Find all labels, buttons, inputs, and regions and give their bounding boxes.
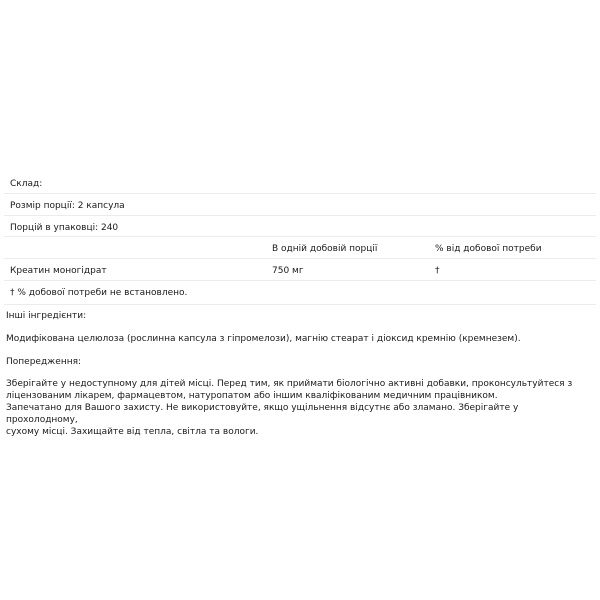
facts-header-row — [4, 237, 596, 259]
warning-line: ліцензованим лікарем, фармацевтом, натуропатом або іншим кваліфікованим медичним працівником. — [6, 391, 498, 401]
warnings-heading: Попередження: — [6, 357, 82, 367]
column-header-per-serving: В одній добовій порції — [272, 244, 378, 254]
composition-label: Склад: — [10, 179, 43, 189]
ingredient-amount: 750 мг — [272, 266, 304, 276]
other-ingredients-text: Модифікована целюлоза (рослинна капсула з гіпромелози), магнію стеарат і діоксид кремнію (кремнезем). — [6, 334, 521, 344]
supplement-facts-table — [4, 172, 596, 305]
facts-row-serving-size — [4, 194, 596, 216]
warning-line: Зберігайте у недоступному для дітей місці. Перед тим, як приймати біологічно активні добавки, проконсультуйтеся з — [6, 379, 573, 389]
other-ingredients-heading: Інші інгредієнти: — [6, 311, 87, 321]
product-notes — [6, 310, 590, 438]
serving-size: Розмір порції: 2 капсула — [10, 201, 125, 211]
facts-row-servings-per-container — [4, 216, 596, 237]
facts-footnote-row — [4, 281, 596, 305]
column-header-daily-value: % від добової потреби — [435, 244, 542, 254]
facts-ingredient-row — [4, 259, 596, 281]
warning-line: Запечатано для Вашого захисту. Не використовуйте, якщо ущільнення відсутнє або зламано. Зберігайте у прохолодному, — [6, 403, 519, 425]
warning-line: сухому місці. Захищайте від тепла, світла та вологи. — [6, 427, 259, 437]
servings-per-container: Порцій в упаковці: 240 — [10, 223, 119, 233]
ingredient-daily-value: † — [435, 266, 440, 276]
facts-row-composition — [4, 172, 596, 194]
footnote: † % добової потреби не встановлено. — [10, 288, 188, 298]
ingredient-name: Креатин моногідрат — [10, 266, 107, 276]
